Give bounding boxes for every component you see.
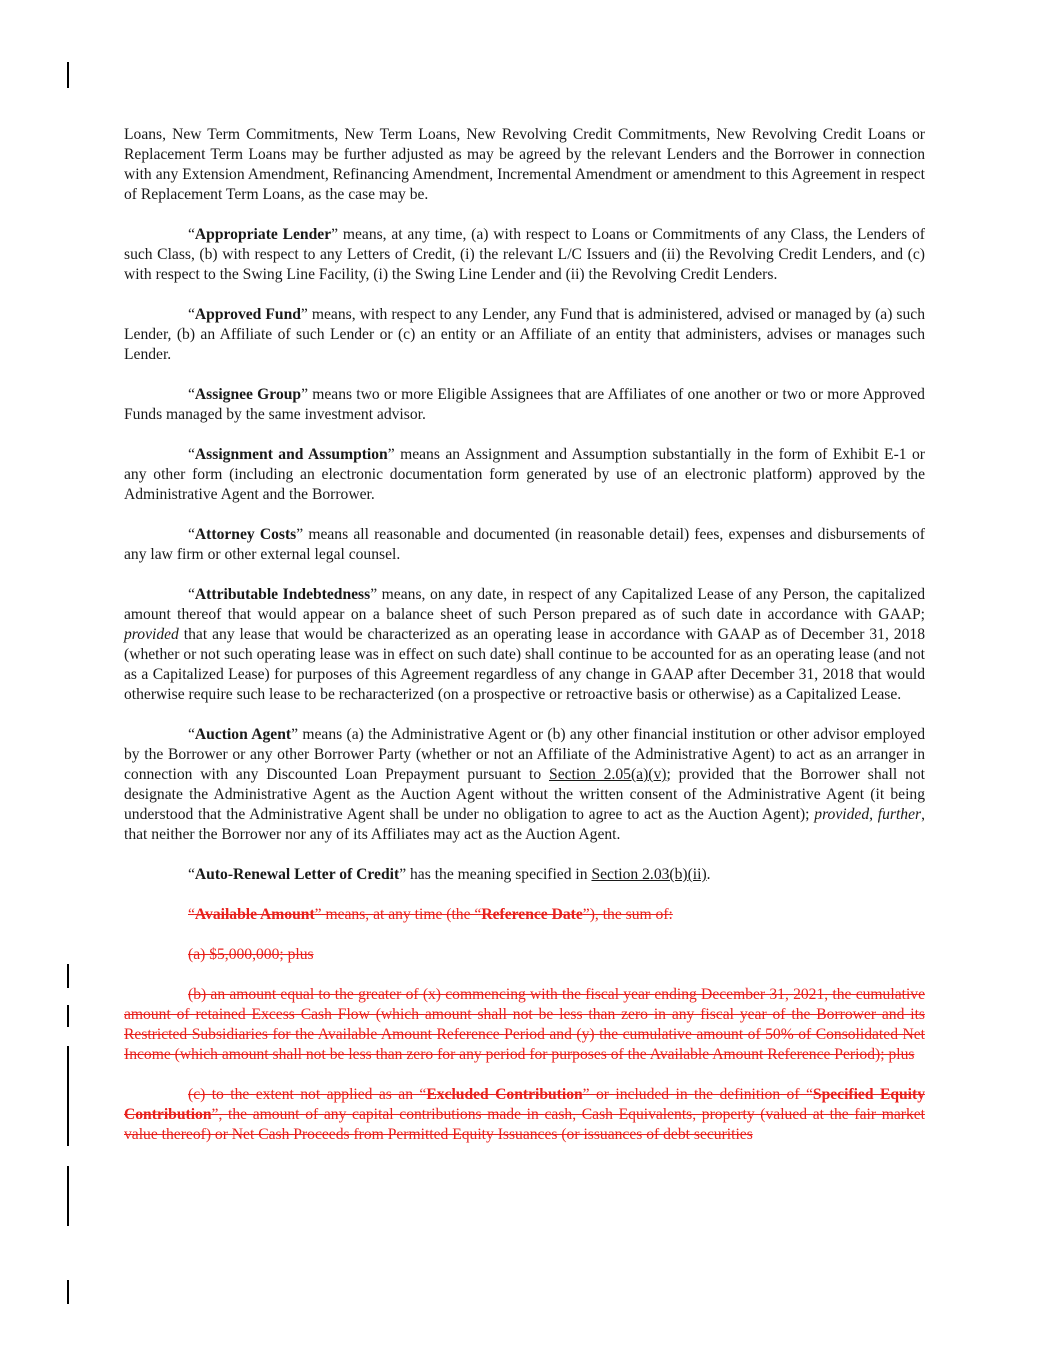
italic-proviso: provided [124,626,179,643]
defined-term: Available Amount [194,906,315,923]
change-bar [67,1166,69,1226]
defined-term: Appropriate Lender [194,226,332,243]
definition-text: means (a) the Administrative Agent or (b) any other financial institution or other advisor employed by the Borrower or any other Borrower Party (whether or not an Affiliate of the Administrative Agent) to act as an arranger in connection with any Discounted Loan Prepayment pursuant to [124,726,926,783]
italic-proviso: provided, further [814,806,922,823]
definition-text: (c) to the extent not applied as an “ [188,1086,427,1103]
definition-text: means two or more Eligible Assignees that are Affiliates of one another or two or more Approved Funds managed by the same investment advisor. [124,386,925,423]
definition-text: . [706,866,711,883]
page-content [124,125,925,1165]
change-bar [67,964,69,988]
definition-text: means all reasonable and documented (in reasonable detail) fees, expenses and disbursements of any law firm or other external legal counsel. [124,526,925,563]
definition-attributable-indebtedness: “Attributable Indebtedness” means, on any date, in respect of any Capitalized Lease of any Person, the capitalized amount thereof that would appear on a balance sheet of such Person prepared as of such date in accordance with GAAP; provided that any lease that would be characterized as an operating lease in accordance with GAAP as of December 31, 2018 (whether or not such operating lease was in effect on such date) shall continue to be accounted for as an operating lease (and not as a Capitalized Lease) for purposes of this Agreement regardless of any change in GAAP after December 31, 2018 that would otherwise require such lease to be recharacterized (on a prospective or retroactive basis or otherwise) as a Capitalized Lease. [124,586,925,703]
defined-term: Reference Date [481,906,583,923]
definition-text: ” or included in the definition of “ [582,1086,813,1103]
defined-term: Excluded Contribution [426,1086,583,1103]
change-bar [67,1280,69,1304]
defined-term: Assignment and Assumption [194,446,388,463]
paragraph-continuation: Loans, New Term Commitments, New Term Loans, New Revolving Credit Commitments, New Revolving Credit Loans or Replacement Term Loans may be further adjusted as may be agreed by the relevant Lenders and the Borrower in connection with any Extension Amendment, Refinancing Amendment, Incremental Amendment or amendment to this Agreement in respect of Replacement Term Loans, as the case may be. [124,126,925,203]
defined-term: Auto-Renewal Letter of Credit [194,866,400,883]
defined-term: Auction Agent [194,726,292,743]
definition-text: means, on any date, in respect of any Capitalized Lease of any Person, the capitalized amount thereof that would appear on a balance sheet of such Person prepared as of such date in accordance with GAAP; [124,586,925,623]
change-bar [67,1005,69,1027]
defined-term: Specified Equity Contribution [124,1086,926,1123]
definition-text: ”, the amount of any capital contributions made in cash, Cash Equivalents, property (valued at the fair market value thereof) or Net Cash Proceeds from Permitted Equity Issuances (or issuances of debt securities [124,1106,925,1143]
definition-text: has the meaning specified in [406,866,592,883]
definition-approved-fund: “Approved Fund” means, with respect to any Lender, any Fund that is administered, advised or managed by (a) such Lender, (b) an Affiliate of such Lender or (c) an entity or an Affiliate of an entity that administers, advises or manages such Lender. [124,306,926,363]
definition-assignee-group: “Assignee Group” means two or more Eligible Assignees that are Affiliates of one another or two or more Approved Funds managed by the same investment advisor. [124,386,925,423]
section-reference: Section 2.03(b)(ii) [591,866,707,883]
definition-text: , that neither the Borrower nor any of its Affiliates may act as the Auction Agent. [124,806,926,843]
deleted-clause-a: (a) $5,000,000; plus [188,946,314,963]
change-bar [67,1046,69,1146]
defined-term: Approved Fund [194,306,301,323]
definition-auto-renewal-letter-of-credit: “Auto-Renewal Letter of Credit” has the meaning specified in Section 2.03(b)(ii). [188,866,711,883]
definition-text: ”), the sum of: [582,906,673,923]
change-bar [67,62,69,88]
definition-auction-agent: “Auction Agent” means (a) the Administrative Agent or (b) any other financial institution or other advisor employed by the Borrower or any other Borrower Party (whether or not an Affiliate of the Administrative Agent) to act as an arranger in connection with any Discounted Loan Prepayment pursuant to Section 2.05(a)(v); provided that the Borrower shall not designate the Administrative Agent as the Auction Agent without the written consent of the Administrative Agent (it being understood that the Administrative Agent shall be under no obligation to agree to act as the Auction Agent); provided, further, that neither the Borrower nor any of its Affiliates may act as the Auction Agent. [124,726,926,843]
definition-text: that any lease that would be characterized as an operating lease in accordance with GAAP as of December 31, 2018 (whether or not such operating lease was in effect on such date) shall continue to be accounted for as an operating lease (and not as a Capitalized Lease) for purposes of this Agreement regardless of any change in GAAP after December 31, 2018 that would otherwise require such lease to be recharacterized (on a prospective or retroactive basis or otherwise) as a Capitalized Lease. [124,626,925,703]
definition-attorney-costs: “Attorney Costs” means all reasonable and documented (in reasonable detail) fees, expenses and disbursements of any law firm or other external legal counsel. [124,526,925,563]
definition-text: means, at any time (the “ [321,906,482,923]
definition-text: means an Assignment and Assumption substantially in the form of Exhibit E-1 or any other form (including an electronic documentation form generated by use of an electronic platform) approved by the Administrative Agent and the Borrower. [124,446,925,503]
definition-text: means, at any time, (a) with respect to Loans or Commitments of any Class, the Lenders of such Class, (b) with respect to any Letters of Credit, (i) the relevant L/C Issuers and (ii) the Revolving Credit Lenders, and (c) with respect to the Swing Line Facility, (i) the Swing Line Lender and (ii) the Revolving Credit Lenders. [124,226,925,283]
section-reference: Section 2.05(a)(v) [549,766,667,783]
defined-term: Attributable Indebtedness [194,586,371,603]
defined-term: Assignee Group [194,386,302,403]
definition-text: ; provided that the Borrower shall not designate the Administrative Agent as the Auction Agent without the written consent of the Administrative Agent (it being understood that the Administrative Agent shall be under no obligation to agree to act as the Auction Agent); [124,766,926,823]
deleted-clause-b: (b) an amount equal to the greater of (x) commencing with the fiscal year ending December 31, 2021, the cumulative amount of retained Excess Cash Flow (which amount shall not be less than zero in any fiscal year of the Borrower and its Restricted Subsidiaries for the Available Amount Reference Period and (y) the cumulative amount of 50% of Consolidated Net Income (which amount shall not be less than zero for any period for purposes of the Available Amount Reference Period); plus [124,986,925,1063]
definition-text: means, with respect to any Lender, any Fund that is administered, advised or managed by (a) such Lender, (b) an Affiliate of such Lender or (c) an entity or an Affiliate of an entity that administers, advises or manages such Lender. [124,306,926,363]
defined-term: Attorney Costs [194,526,297,543]
deleted-clause-c [124,1085,925,1145]
deleted-definition-available-amount: “Available Amount” means, at any time (the “Reference Date”), the sum of: [188,906,673,923]
definition-appropriate-lender: “Appropriate Lender” means, at any time, (a) with respect to Loans or Commitments of any Class, the Lenders of such Class, (b) with respect to any Letters of Credit, (i) the relevant L/C Issuers and (ii) the Revolving Credit Lenders, and (c) with respect to the Swing Line Facility, (i) the Swing Line Lender and (ii) the Revolving Credit Lenders. [124,226,925,283]
definition-assignment-and-assumption: “Assignment and Assumption” means an Assignment and Assumption substantially in the form of Exhibit E-1 or any other form (including an electronic documentation form generated by use of an electronic platform) approved by the Administrative Agent and the Borrower. [124,446,925,503]
